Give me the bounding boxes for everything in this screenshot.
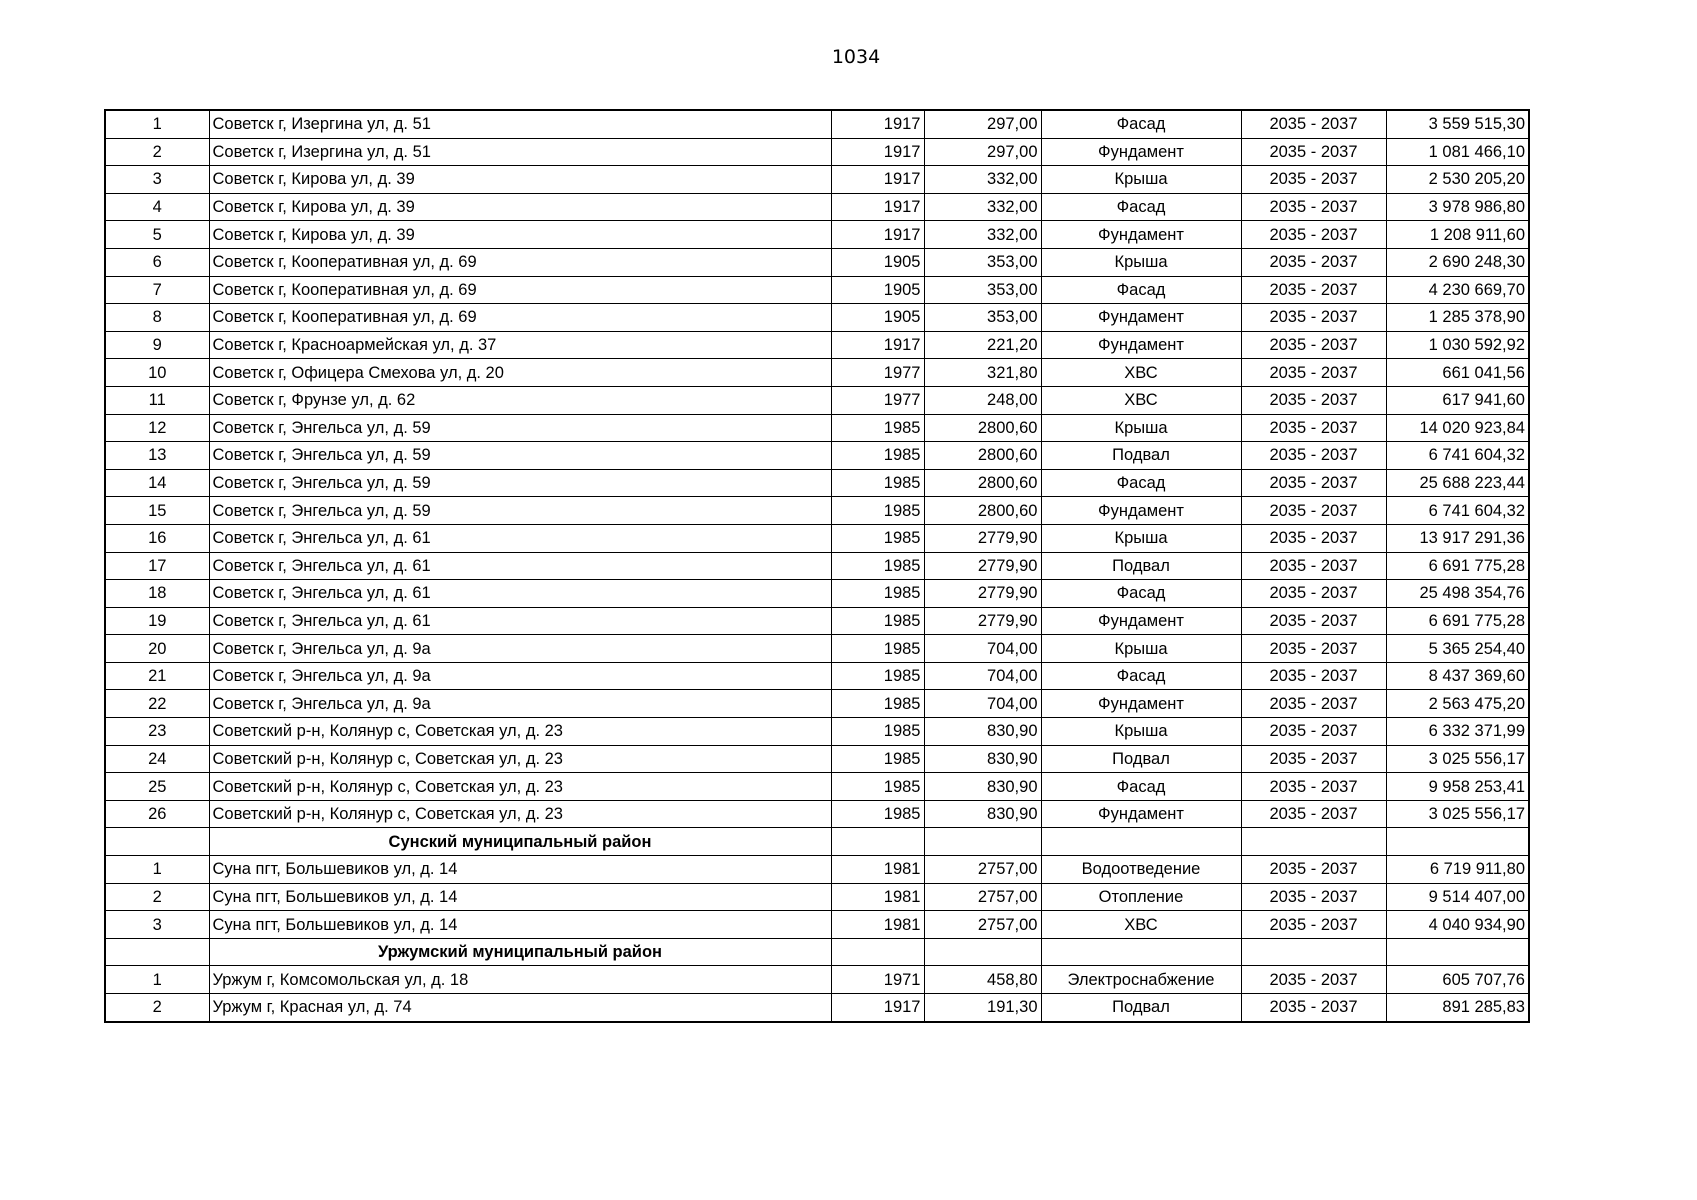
row-number: 17	[105, 552, 209, 580]
table-row	[105, 580, 1529, 608]
period-cell: 2035 - 2037	[1241, 166, 1386, 194]
cost-cell: 4 230 669,70	[1386, 276, 1529, 304]
year-cell: 1905	[831, 304, 924, 332]
area-cell: 2757,00	[924, 856, 1041, 884]
address-cell: Советский р-н, Колянур с, Советская ул, д. 23	[209, 718, 831, 746]
address-cell: Советск г, Кирова ул, д. 39	[209, 221, 831, 249]
year-cell: 1985	[831, 524, 924, 552]
table-row	[105, 359, 1529, 387]
work-type-cell: Крыша	[1041, 524, 1241, 552]
work-type-cell: Фундамент	[1041, 221, 1241, 249]
address-cell: Советск г, Энгельса ул, д. 59	[209, 497, 831, 525]
work-type-cell: Фундамент	[1041, 304, 1241, 332]
area-cell: 353,00	[924, 248, 1041, 276]
work-type-cell: Подвал	[1041, 442, 1241, 470]
year-cell: 1917	[831, 994, 924, 1022]
work-type-cell: Крыша	[1041, 635, 1241, 663]
table-row	[105, 166, 1529, 194]
row-number: 14	[105, 469, 209, 497]
year-cell: 1985	[831, 580, 924, 608]
table-row	[105, 469, 1529, 497]
year-cell: 1985	[831, 690, 924, 718]
work-type-cell: Крыша	[1041, 248, 1241, 276]
table-row	[105, 304, 1529, 332]
period-cell: 2035 - 2037	[1241, 331, 1386, 359]
table-row	[105, 856, 1529, 884]
area-cell: 458,80	[924, 966, 1041, 994]
area-cell: 704,00	[924, 635, 1041, 663]
area-cell: 321,80	[924, 359, 1041, 387]
table-row	[105, 773, 1529, 801]
period-cell	[1241, 828, 1386, 856]
year-cell: 1985	[831, 662, 924, 690]
row-number: 21	[105, 662, 209, 690]
area-cell: 2779,90	[924, 552, 1041, 580]
table-row	[105, 414, 1529, 442]
cost-cell: 1 081 466,10	[1386, 138, 1529, 166]
area-cell: 2800,60	[924, 469, 1041, 497]
row-number: 1	[105, 856, 209, 884]
year-cell: 1985	[831, 442, 924, 470]
area-cell: 297,00	[924, 110, 1041, 138]
table-row	[105, 386, 1529, 414]
table-row	[105, 497, 1529, 525]
cost-cell: 2 690 248,30	[1386, 248, 1529, 276]
work-type-cell: Фасад	[1041, 110, 1241, 138]
table-row	[105, 607, 1529, 635]
table-row	[105, 442, 1529, 470]
work-type-cell: Фасад	[1041, 662, 1241, 690]
period-cell: 2035 - 2037	[1241, 221, 1386, 249]
year-cell: 1985	[831, 718, 924, 746]
work-type-cell: ХВС	[1041, 911, 1241, 939]
area-cell: 2779,90	[924, 580, 1041, 608]
capital-repair-table	[104, 109, 1530, 1023]
section-title: Уржумский муниципальный район	[209, 938, 831, 966]
cost-cell: 6 741 604,32	[1386, 497, 1529, 525]
row-number: 5	[105, 221, 209, 249]
work-type-cell: ХВС	[1041, 359, 1241, 387]
year-cell: 1917	[831, 138, 924, 166]
address-cell: Советск г, Энгельса ул, д. 61	[209, 552, 831, 580]
area-cell: 830,90	[924, 718, 1041, 746]
period-cell: 2035 - 2037	[1241, 442, 1386, 470]
period-cell: 2035 - 2037	[1241, 414, 1386, 442]
area-cell: 2757,00	[924, 911, 1041, 939]
area-cell: 297,00	[924, 138, 1041, 166]
period-cell: 2035 - 2037	[1241, 607, 1386, 635]
row-number: 3	[105, 166, 209, 194]
work-type-cell: Фасад	[1041, 580, 1241, 608]
row-number: 8	[105, 304, 209, 332]
year-cell: 1917	[831, 221, 924, 249]
address-cell: Уржум г, Красная ул, д. 74	[209, 994, 831, 1022]
year-cell: 1985	[831, 497, 924, 525]
row-number: 16	[105, 524, 209, 552]
area-cell	[924, 828, 1041, 856]
table-row	[105, 524, 1529, 552]
work-type-cell: Фундамент	[1041, 497, 1241, 525]
row-number: 6	[105, 248, 209, 276]
year-cell: 1985	[831, 414, 924, 442]
address-cell: Советск г, Кооперативная ул, д. 69	[209, 248, 831, 276]
table-row	[105, 221, 1529, 249]
year-cell: 1985	[831, 635, 924, 663]
year-cell: 1917	[831, 110, 924, 138]
row-number: 25	[105, 773, 209, 801]
address-cell: Советск г, Энгельса ул, д. 61	[209, 524, 831, 552]
period-cell: 2035 - 2037	[1241, 966, 1386, 994]
work-type-cell	[1041, 938, 1241, 966]
page-number: 1034	[831, 46, 881, 68]
cost-cell: 4 040 934,90	[1386, 911, 1529, 939]
address-cell: Советск г, Энгельса ул, д. 61	[209, 580, 831, 608]
period-cell: 2035 - 2037	[1241, 276, 1386, 304]
work-type-cell: Водоотведение	[1041, 856, 1241, 884]
table-row	[105, 883, 1529, 911]
row-number: 2	[105, 994, 209, 1022]
year-cell: 1977	[831, 359, 924, 387]
area-cell: 332,00	[924, 166, 1041, 194]
cost-cell: 3 559 515,30	[1386, 110, 1529, 138]
table-row	[105, 248, 1529, 276]
address-cell: Советск г, Энгельса ул, д. 9а	[209, 662, 831, 690]
address-cell: Советск г, Энгельса ул, д. 9а	[209, 690, 831, 718]
cost-cell: 1 285 378,90	[1386, 304, 1529, 332]
area-cell: 830,90	[924, 745, 1041, 773]
row-number: 10	[105, 359, 209, 387]
area-cell: 332,00	[924, 221, 1041, 249]
row-number: 20	[105, 635, 209, 663]
year-cell: 1917	[831, 166, 924, 194]
year-cell: 1985	[831, 800, 924, 828]
cost-cell: 9 514 407,00	[1386, 883, 1529, 911]
year-cell	[831, 828, 924, 856]
address-cell: Советск г, Офицера Смехова ул, д. 20	[209, 359, 831, 387]
address-cell: Советск г, Кооперативная ул, д. 69	[209, 276, 831, 304]
table-row	[105, 635, 1529, 663]
period-cell: 2035 - 2037	[1241, 856, 1386, 884]
row-number: 1	[105, 966, 209, 994]
cost-cell: 6 691 775,28	[1386, 607, 1529, 635]
section-title: Сунский муниципальный район	[209, 828, 831, 856]
year-cell: 1971	[831, 966, 924, 994]
cost-cell: 605 707,76	[1386, 966, 1529, 994]
work-type-cell: Фундамент	[1041, 607, 1241, 635]
table-row	[105, 110, 1529, 138]
year-cell: 1985	[831, 469, 924, 497]
table-row	[105, 690, 1529, 718]
work-type-cell: Фундамент	[1041, 138, 1241, 166]
row-number: 7	[105, 276, 209, 304]
area-cell: 2800,60	[924, 497, 1041, 525]
row-number: 1	[105, 110, 209, 138]
area-cell: 191,30	[924, 994, 1041, 1022]
area-cell	[924, 938, 1041, 966]
address-cell: Советск г, Энгельса ул, д. 59	[209, 414, 831, 442]
period-cell: 2035 - 2037	[1241, 800, 1386, 828]
address-cell: Советск г, Энгельса ул, д. 61	[209, 607, 831, 635]
cost-cell: 6 741 604,32	[1386, 442, 1529, 470]
address-cell: Советск г, Изергина ул, д. 51	[209, 138, 831, 166]
period-cell: 2035 - 2037	[1241, 883, 1386, 911]
row-number: 24	[105, 745, 209, 773]
row-number: 15	[105, 497, 209, 525]
area-cell: 221,20	[924, 331, 1041, 359]
work-type-cell: Подвал	[1041, 552, 1241, 580]
cost-cell: 6 332 371,99	[1386, 718, 1529, 746]
work-type-cell: Фундамент	[1041, 331, 1241, 359]
period-cell: 2035 - 2037	[1241, 580, 1386, 608]
period-cell: 2035 - 2037	[1241, 110, 1386, 138]
row-number: 9	[105, 331, 209, 359]
cost-cell: 891 285,83	[1386, 994, 1529, 1022]
work-type-cell: Крыша	[1041, 718, 1241, 746]
table-row	[105, 662, 1529, 690]
cost-cell: 3 025 556,17	[1386, 745, 1529, 773]
address-cell: Суна пгт, Большевиков ул, д. 14	[209, 911, 831, 939]
work-type-cell: Фасад	[1041, 773, 1241, 801]
cost-cell: 9 958 253,41	[1386, 773, 1529, 801]
year-cell	[831, 938, 924, 966]
period-cell: 2035 - 2037	[1241, 497, 1386, 525]
cost-cell: 3 025 556,17	[1386, 800, 1529, 828]
period-cell: 2035 - 2037	[1241, 773, 1386, 801]
cost-cell: 661 041,56	[1386, 359, 1529, 387]
period-cell: 2035 - 2037	[1241, 718, 1386, 746]
cost-cell: 8 437 369,60	[1386, 662, 1529, 690]
year-cell: 1981	[831, 911, 924, 939]
cost-cell: 5 365 254,40	[1386, 635, 1529, 663]
year-cell: 1917	[831, 193, 924, 221]
period-cell: 2035 - 2037	[1241, 248, 1386, 276]
period-cell: 2035 - 2037	[1241, 690, 1386, 718]
work-type-cell: Фасад	[1041, 193, 1241, 221]
cost-cell: 3 978 986,80	[1386, 193, 1529, 221]
cost-cell	[1386, 828, 1529, 856]
work-type-cell: Фасад	[1041, 469, 1241, 497]
area-cell: 353,00	[924, 276, 1041, 304]
table-row	[105, 552, 1529, 580]
address-cell: Советский р-н, Колянур с, Советская ул, д. 23	[209, 745, 831, 773]
row-number	[105, 828, 209, 856]
work-type-cell: Крыша	[1041, 414, 1241, 442]
area-cell: 830,90	[924, 773, 1041, 801]
row-number: 12	[105, 414, 209, 442]
row-number: 2	[105, 883, 209, 911]
row-number	[105, 938, 209, 966]
row-number: 11	[105, 386, 209, 414]
address-cell: Уржум г, Комсомольская ул, д. 18	[209, 966, 831, 994]
table-row	[105, 193, 1529, 221]
work-type-cell	[1041, 828, 1241, 856]
cost-cell: 6 719 911,80	[1386, 856, 1529, 884]
section-header-row	[105, 828, 1529, 856]
area-cell: 704,00	[924, 662, 1041, 690]
table-row	[105, 911, 1529, 939]
year-cell: 1985	[831, 607, 924, 635]
cost-cell: 2 563 475,20	[1386, 690, 1529, 718]
period-cell: 2035 - 2037	[1241, 911, 1386, 939]
cost-cell: 13 917 291,36	[1386, 524, 1529, 552]
address-cell: Советск г, Красноармейская ул, д. 37	[209, 331, 831, 359]
year-cell: 1905	[831, 248, 924, 276]
row-number: 23	[105, 718, 209, 746]
address-cell: Советский р-н, Колянур с, Советская ул, д. 23	[209, 773, 831, 801]
row-number: 18	[105, 580, 209, 608]
area-cell: 2800,60	[924, 414, 1041, 442]
period-cell	[1241, 938, 1386, 966]
work-type-cell: Крыша	[1041, 166, 1241, 194]
work-type-cell: ХВС	[1041, 386, 1241, 414]
row-number: 3	[105, 911, 209, 939]
section-header-row	[105, 938, 1529, 966]
period-cell: 2035 - 2037	[1241, 635, 1386, 663]
area-cell: 2757,00	[924, 883, 1041, 911]
work-type-cell: Отопление	[1041, 883, 1241, 911]
year-cell: 1905	[831, 276, 924, 304]
table-row	[105, 718, 1529, 746]
table-row	[105, 276, 1529, 304]
cost-cell: 14 020 923,84	[1386, 414, 1529, 442]
cost-cell: 25 498 354,76	[1386, 580, 1529, 608]
table-row	[105, 800, 1529, 828]
cost-cell: 617 941,60	[1386, 386, 1529, 414]
row-number: 19	[105, 607, 209, 635]
period-cell: 2035 - 2037	[1241, 359, 1386, 387]
year-cell: 1985	[831, 745, 924, 773]
row-number: 4	[105, 193, 209, 221]
address-cell: Советск г, Кооперативная ул, д. 69	[209, 304, 831, 332]
period-cell: 2035 - 2037	[1241, 524, 1386, 552]
work-type-cell: Фундамент	[1041, 690, 1241, 718]
area-cell: 2779,90	[924, 524, 1041, 552]
table-row	[105, 966, 1529, 994]
work-type-cell: Электроснабжение	[1041, 966, 1241, 994]
address-cell: Советск г, Кирова ул, д. 39	[209, 166, 831, 194]
area-cell: 2779,90	[924, 607, 1041, 635]
row-number: 22	[105, 690, 209, 718]
address-cell: Советск г, Энгельса ул, д. 9а	[209, 635, 831, 663]
period-cell: 2035 - 2037	[1241, 193, 1386, 221]
area-cell: 830,90	[924, 800, 1041, 828]
address-cell: Советск г, Фрунзе ул, д. 62	[209, 386, 831, 414]
address-cell: Советск г, Энгельса ул, д. 59	[209, 469, 831, 497]
period-cell: 2035 - 2037	[1241, 469, 1386, 497]
year-cell: 1981	[831, 883, 924, 911]
work-type-cell: Подвал	[1041, 994, 1241, 1022]
cost-cell: 2 530 205,20	[1386, 166, 1529, 194]
work-type-cell: Фасад	[1041, 276, 1241, 304]
work-type-cell: Фундамент	[1041, 800, 1241, 828]
area-cell: 332,00	[924, 193, 1041, 221]
area-cell: 248,00	[924, 386, 1041, 414]
area-cell: 2800,60	[924, 442, 1041, 470]
table-row	[105, 331, 1529, 359]
row-number: 13	[105, 442, 209, 470]
address-cell: Советский р-н, Колянур с, Советская ул, д. 23	[209, 800, 831, 828]
row-number: 2	[105, 138, 209, 166]
address-cell: Советск г, Энгельса ул, д. 59	[209, 442, 831, 470]
area-cell: 353,00	[924, 304, 1041, 332]
cost-cell: 25 688 223,44	[1386, 469, 1529, 497]
address-cell: Суна пгт, Большевиков ул, д. 14	[209, 856, 831, 884]
cost-cell: 6 691 775,28	[1386, 552, 1529, 580]
address-cell: Суна пгт, Большевиков ул, д. 14	[209, 883, 831, 911]
area-cell: 704,00	[924, 690, 1041, 718]
year-cell: 1917	[831, 331, 924, 359]
cost-cell: 1 030 592,92	[1386, 331, 1529, 359]
address-cell: Советск г, Кирова ул, д. 39	[209, 193, 831, 221]
cost-cell: 1 208 911,60	[1386, 221, 1529, 249]
period-cell: 2035 - 2037	[1241, 552, 1386, 580]
period-cell: 2035 - 2037	[1241, 138, 1386, 166]
work-type-cell: Подвал	[1041, 745, 1241, 773]
period-cell: 2035 - 2037	[1241, 386, 1386, 414]
table-row	[105, 138, 1529, 166]
year-cell: 1977	[831, 386, 924, 414]
period-cell: 2035 - 2037	[1241, 304, 1386, 332]
year-cell: 1981	[831, 856, 924, 884]
year-cell: 1985	[831, 773, 924, 801]
table-row	[105, 745, 1529, 773]
cost-cell	[1386, 938, 1529, 966]
table-row	[105, 994, 1529, 1022]
address-cell: Советск г, Изергина ул, д. 51	[209, 110, 831, 138]
period-cell: 2035 - 2037	[1241, 745, 1386, 773]
period-cell: 2035 - 2037	[1241, 662, 1386, 690]
row-number: 26	[105, 800, 209, 828]
period-cell: 2035 - 2037	[1241, 994, 1386, 1022]
year-cell: 1985	[831, 552, 924, 580]
